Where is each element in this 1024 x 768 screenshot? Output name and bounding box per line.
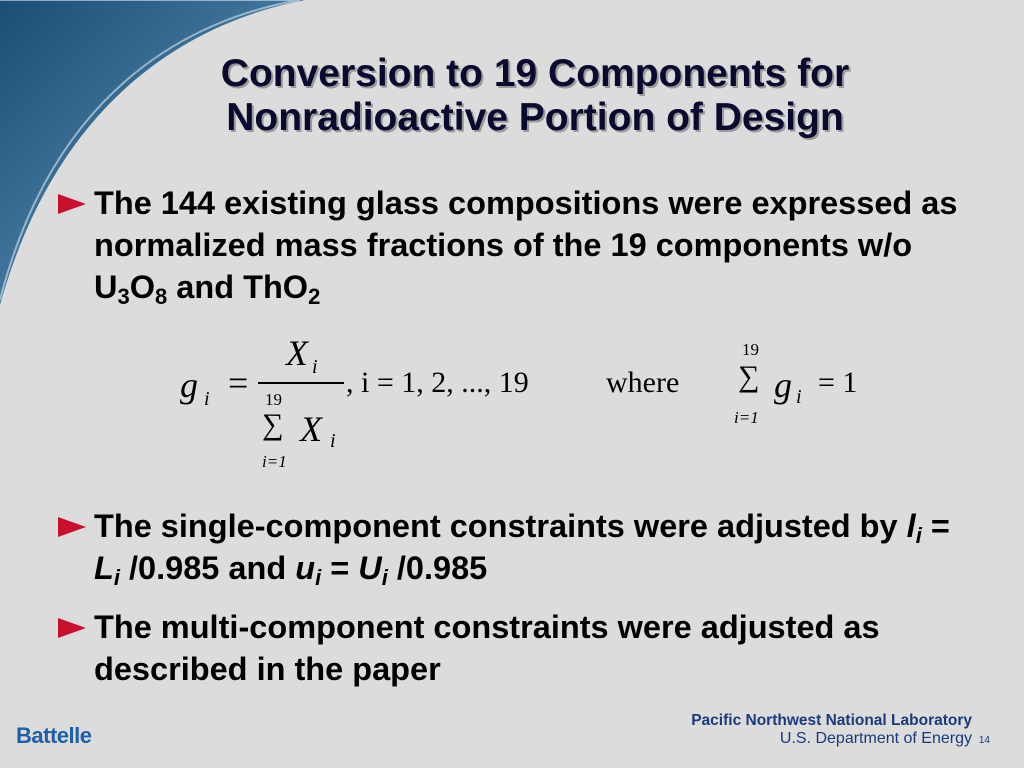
- eq-rhs-sigma: ∑: [738, 360, 760, 393]
- bullet-1: [58, 182, 978, 308]
- title-line-1: Conversion to 19 Components for: [220, 52, 850, 95]
- eq-denominator-x: X: [300, 409, 322, 449]
- eq-rhs-g-subscript: i: [796, 386, 802, 408]
- slide-title: [120, 52, 950, 140]
- red-arrow-bullet-icon: [58, 517, 86, 537]
- eq-rhs-equals-one: = 1: [818, 366, 858, 399]
- bullet-1-text: The 144 existing glass compositions were expressed as normalized mass fractions of the 19 components w/o $U_3O_8$ and ThO$_2$: [94, 185, 958, 309]
- eq-numerator-subscript: i: [312, 356, 318, 378]
- pnnl-logo-text: Pacific Northwest National Laboratory: [691, 712, 972, 729]
- battelle-logo: Battelle: [16, 723, 92, 748]
- bullet-3: [58, 606, 978, 690]
- eq-where: where: [606, 366, 680, 399]
- eq-equals: =: [228, 363, 249, 403]
- eq-numerator-x: X: [286, 333, 308, 373]
- eq-g: g: [180, 365, 198, 405]
- eq-rhs-sum-lower: i=1: [734, 408, 759, 427]
- eq-sigma: ∑: [262, 408, 284, 441]
- eq-rhs-sum-upper: 19: [742, 340, 759, 359]
- bullet-2: [58, 505, 978, 589]
- eq-rhs-g: g: [774, 365, 792, 405]
- bullet-3-text: The multi-component constraints were adjusted as described in the paper: [94, 609, 880, 687]
- eq-sum-upper: 19: [265, 390, 282, 409]
- page-number: 14: [978, 735, 990, 746]
- eq-index-range: , i = 1, 2, ..., 19: [346, 366, 529, 399]
- eq-denominator-subscript: i: [330, 430, 336, 452]
- title-line-2: Nonradioactive Portion of Design: [226, 96, 844, 139]
- fraction-bar: [258, 382, 344, 384]
- red-arrow-bullet-icon: [58, 194, 86, 214]
- eq-sum-lower: i=1: [262, 452, 287, 471]
- eq-g-subscript: i: [204, 388, 210, 410]
- bullet-2-text: The single-component constraints were adjusted by $l_i = L_i$ /0.985 and $u_i = U_i$ /0.985: [94, 508, 950, 590]
- normalization-equation: [0, 330, 1024, 480]
- red-arrow-bullet-icon: [58, 618, 86, 638]
- doe-text: U.S. Department of Energy: [779, 730, 972, 747]
